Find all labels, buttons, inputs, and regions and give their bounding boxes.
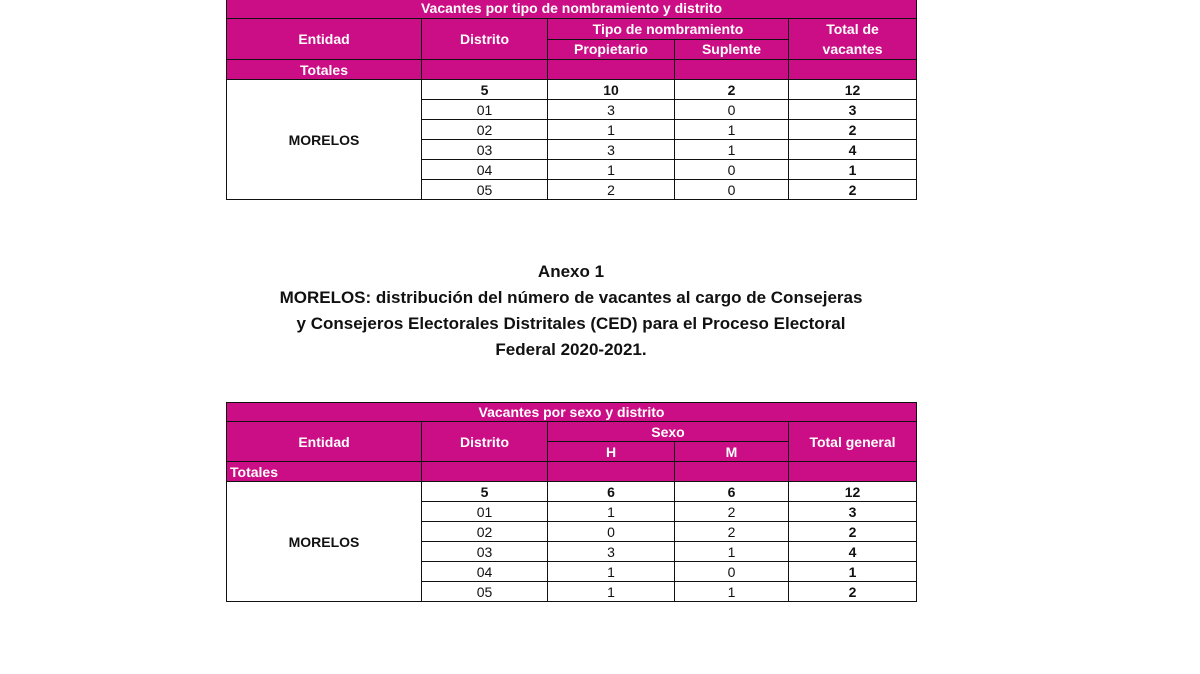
- totales-spacer: [422, 462, 548, 482]
- cell-total: 3: [789, 100, 917, 120]
- table-title: Vacantes por tipo de nombramiento y distrito: [227, 0, 917, 19]
- cell-propietario: 1: [548, 120, 675, 140]
- cell-total: 1: [789, 562, 917, 582]
- summary-row: [227, 482, 917, 502]
- vacancies-by-sex-table: [226, 402, 917, 602]
- cell-propietario: 3: [548, 100, 675, 120]
- cell-h: 0: [548, 522, 675, 542]
- summary-m: 6: [675, 482, 789, 502]
- annex-line-3: Federal 2020-2021.: [495, 340, 647, 359]
- cell-m: 1: [675, 582, 789, 602]
- summary-total: 12: [789, 482, 917, 502]
- totales-spacer: [789, 60, 917, 80]
- summary-distrito: 5: [422, 80, 548, 100]
- cell-total: 4: [789, 542, 917, 562]
- header-propietario: Propietario: [548, 39, 675, 60]
- annex-label: Anexo 1: [537, 262, 605, 281]
- totales-spacer: [548, 60, 675, 80]
- cell-distrito: 02: [422, 522, 548, 542]
- cell-suplente: 0: [675, 180, 789, 200]
- annex-line-1: MORELOS: distribución del número de vacantes al cargo de Consejeras: [279, 288, 863, 307]
- header-entidad: Entidad: [227, 422, 422, 462]
- header-total-general: Total general: [789, 422, 917, 462]
- header-distrito: Distrito: [422, 422, 548, 462]
- cell-distrito: 03: [422, 542, 548, 562]
- table-title: Vacantes por sexo y distrito: [227, 403, 917, 422]
- header-total-line2: vacantes: [822, 41, 883, 57]
- cell-distrito: 02: [422, 120, 548, 140]
- totales-spacer: [675, 60, 789, 80]
- cell-h: 1: [548, 582, 675, 602]
- vacancies-by-appointment-table: [226, 0, 917, 200]
- cell-m: 0: [675, 562, 789, 582]
- cell-propietario: 1: [548, 160, 675, 180]
- header-tipo-nombramiento: Tipo de nombramiento: [548, 19, 789, 40]
- totales-spacer: [675, 462, 789, 482]
- annex-line-2: y Consejeros Electorales Distritales (CED) para el Proceso Electoral: [296, 314, 846, 333]
- cell-distrito: 05: [422, 582, 548, 602]
- cell-total: 3: [789, 502, 917, 522]
- cell-distrito: 04: [422, 160, 548, 180]
- header-sexo: Sexo: [548, 422, 789, 442]
- cell-propietario: 3: [548, 140, 675, 160]
- entity-cell: MORELOS: [227, 482, 422, 602]
- entity-cell: MORELOS: [227, 80, 422, 200]
- cell-total: 2: [789, 120, 917, 140]
- totales-label: Totales: [227, 462, 422, 482]
- totales-spacer: [422, 60, 548, 80]
- cell-total: 1: [789, 160, 917, 180]
- cell-m: 2: [675, 522, 789, 542]
- annex-description: [226, 285, 916, 363]
- header-m: M: [675, 442, 789, 462]
- cell-total: 2: [789, 582, 917, 602]
- totales-spacer: [548, 462, 675, 482]
- summary-distrito: 5: [422, 482, 548, 502]
- cell-distrito: 05: [422, 180, 548, 200]
- header-h: H: [548, 442, 675, 462]
- cell-h: 3: [548, 542, 675, 562]
- header-entidad: Entidad: [227, 19, 422, 60]
- cell-suplente: 1: [675, 120, 789, 140]
- cell-m: 1: [675, 542, 789, 562]
- header-distrito: Distrito: [422, 19, 548, 60]
- cell-h: 1: [548, 562, 675, 582]
- cell-distrito: 04: [422, 562, 548, 582]
- cell-distrito: 01: [422, 100, 548, 120]
- summary-total: 12: [789, 80, 917, 100]
- header-total-vacantes: [789, 19, 917, 60]
- cell-h: 1: [548, 502, 675, 522]
- summary-h: 6: [548, 482, 675, 502]
- cell-propietario: 2: [548, 180, 675, 200]
- totales-label: Totales: [227, 60, 422, 80]
- cell-total: 2: [789, 180, 917, 200]
- cell-suplente: 0: [675, 100, 789, 120]
- cell-total: 4: [789, 140, 917, 160]
- cell-suplente: 1: [675, 140, 789, 160]
- cell-distrito: 03: [422, 140, 548, 160]
- header-total-line1: Total de: [826, 21, 879, 37]
- summary-row: [227, 80, 917, 100]
- cell-m: 2: [675, 502, 789, 522]
- cell-suplente: 0: [675, 160, 789, 180]
- summary-suplente: 2: [675, 80, 789, 100]
- header-suplente: Suplente: [675, 39, 789, 60]
- cell-total: 2: [789, 522, 917, 542]
- summary-propietario: 10: [548, 80, 675, 100]
- cell-distrito: 01: [422, 502, 548, 522]
- totales-spacer: [789, 462, 917, 482]
